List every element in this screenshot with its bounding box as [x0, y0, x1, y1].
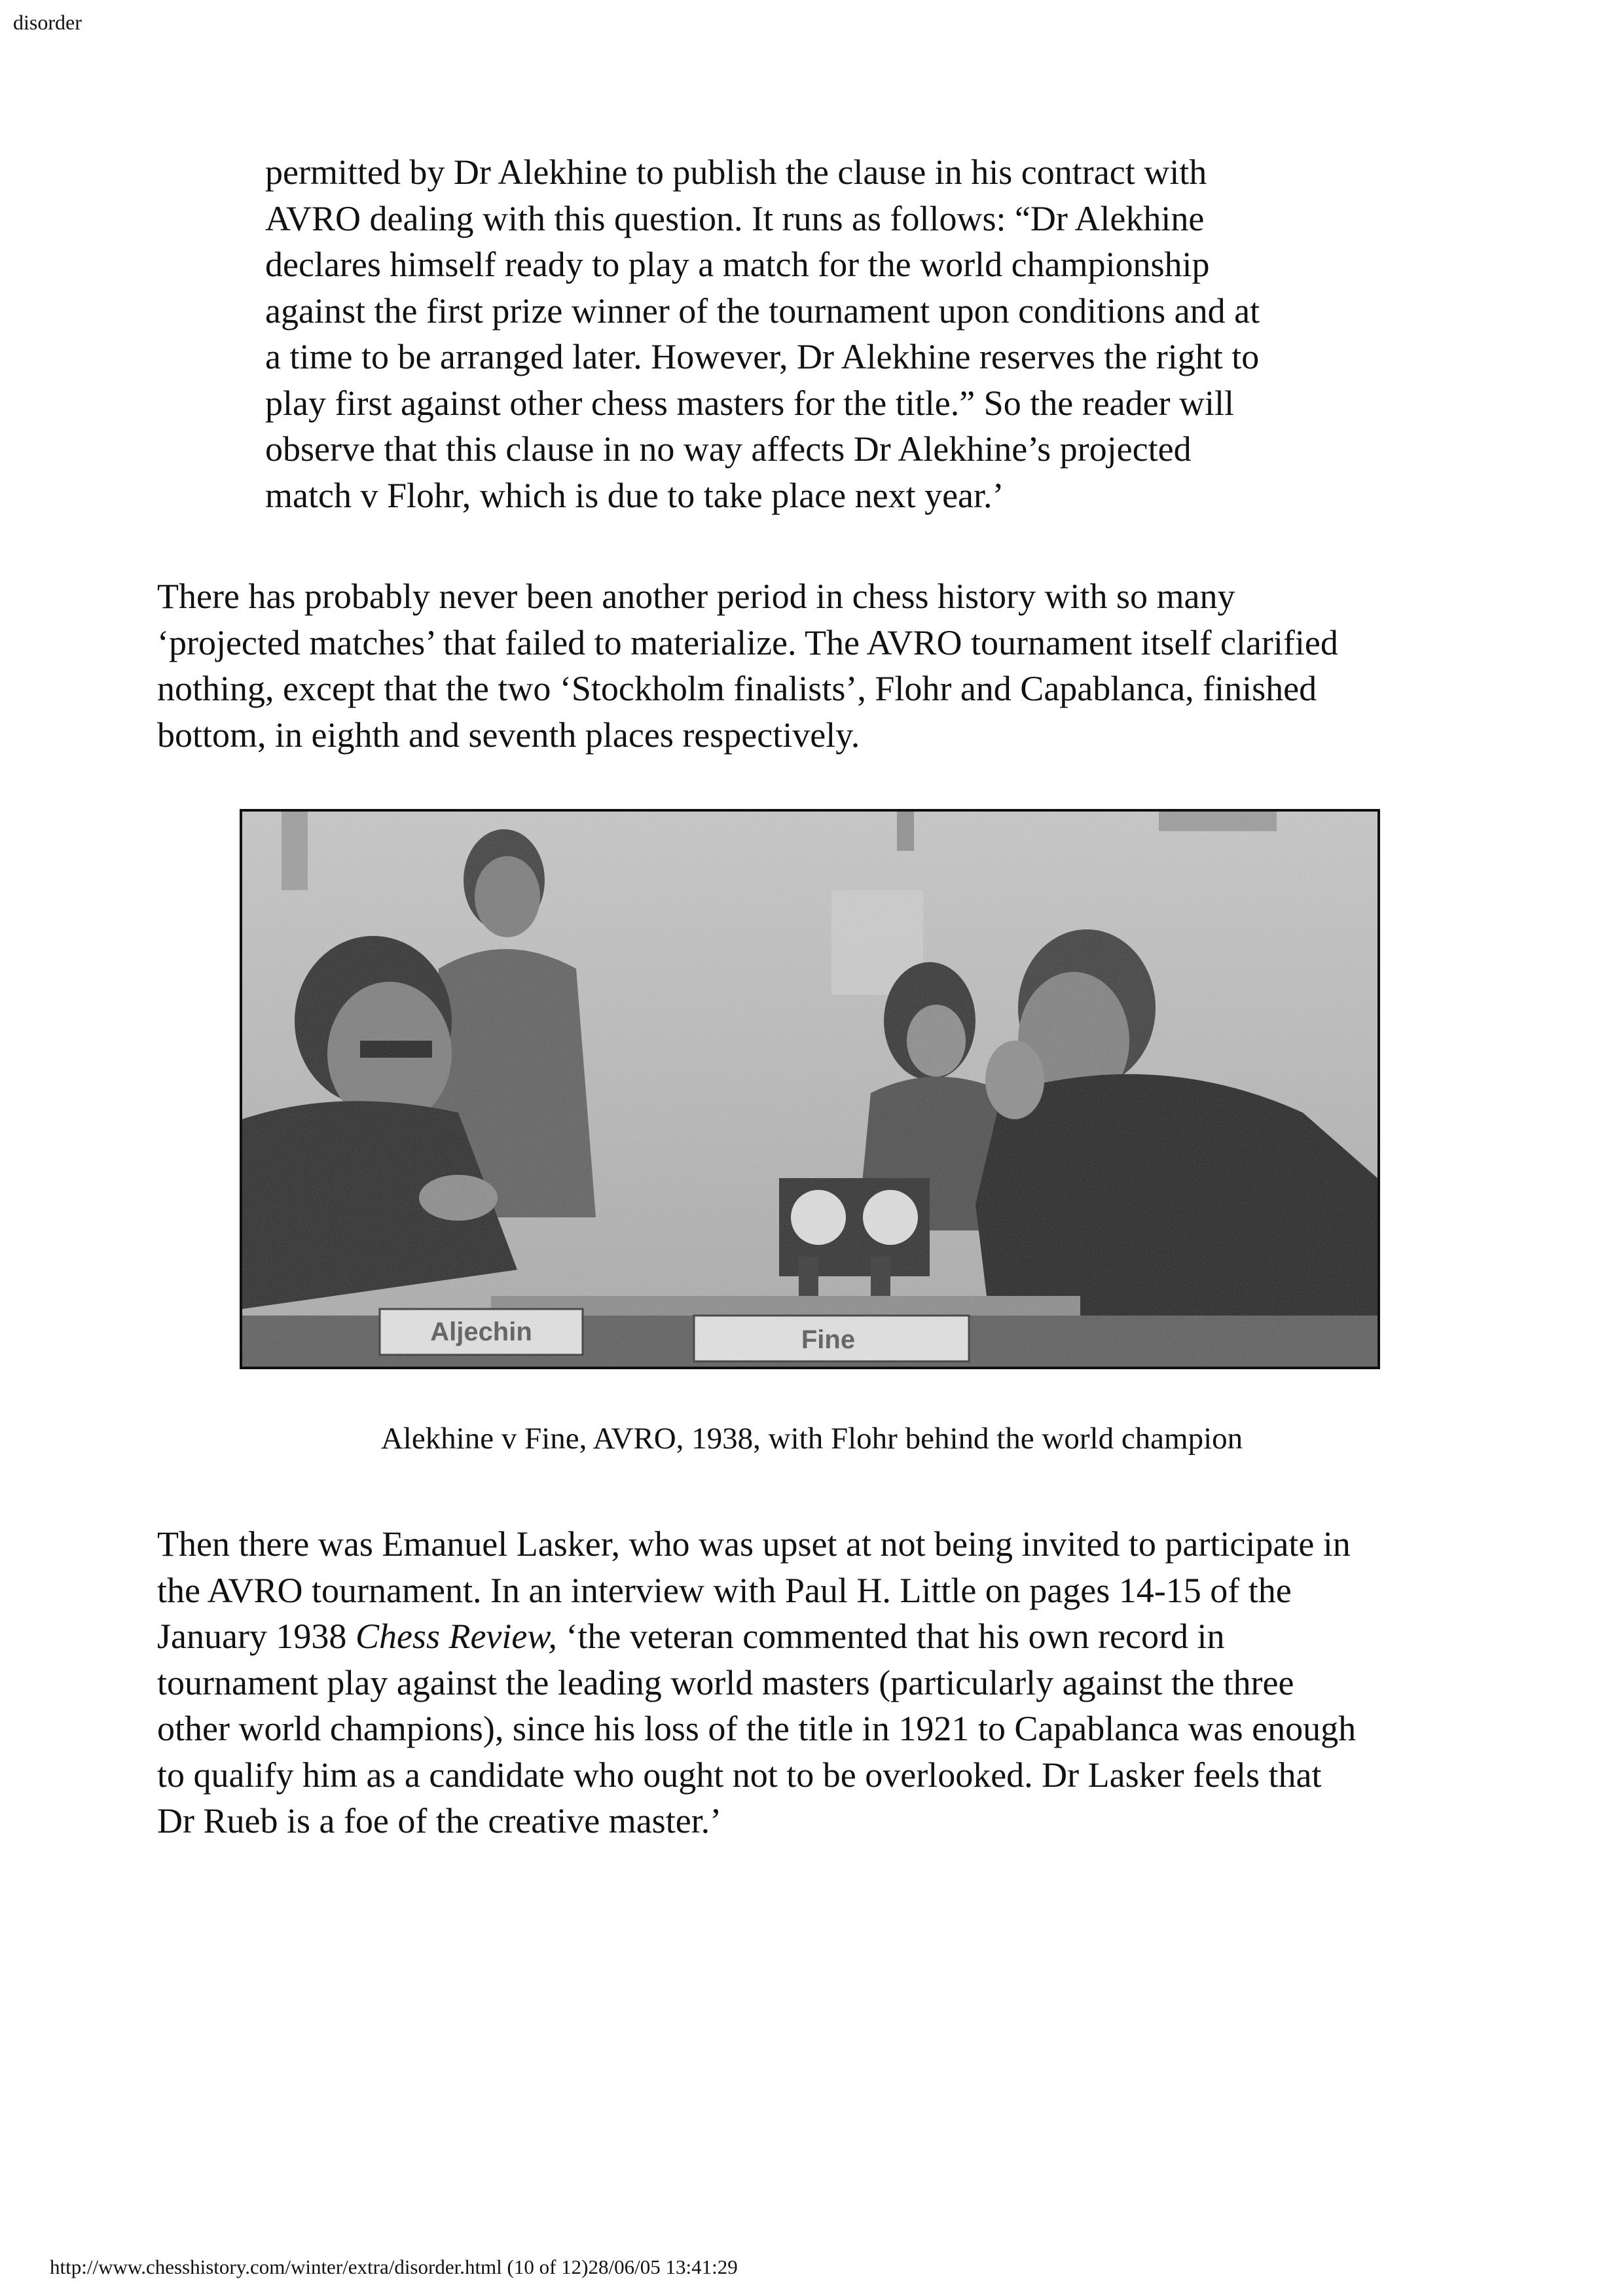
quote-line: declares himself ready to play a match for the world championship [265, 245, 1210, 284]
paragraph-line: Then there was Emanuel Lasker, who was upset at not being invited to participate in [157, 1524, 1351, 1564]
paragraph-line: the AVRO tournament. In an interview with Paul H. Little on pages 14-15 of the [157, 1570, 1292, 1610]
chess-game-photo [240, 809, 1380, 1369]
paragraph-line: other world champions), since his loss of the title in 1921 to Capablanca was enough [157, 1709, 1357, 1748]
paragraph-line [157, 1613, 1480, 1660]
paragraph-line: to qualify him as a candidate who ought not to be overlooked. Dr Lasker feels that [157, 1755, 1322, 1795]
quote-line: AVRO dealing with this question. It runs as follows: “Dr Alekhine [265, 198, 1205, 238]
paragraph-line-segment: ‘the veteran commented that his own record in [556, 1617, 1225, 1656]
quote-line: permitted by Dr Alekhine to publish the clause in his contract with [265, 152, 1207, 192]
photo-caption: Alekhine v Fine, AVRO, 1938, with Flohr behind the world champion [380, 1422, 1243, 1456]
quote-line: match v Flohr, which is due to take place next year.’ [265, 475, 1004, 515]
page-header-title: disorder [13, 10, 82, 34]
paragraph-line: There has probably never been another period in chess history with so many [157, 577, 1235, 616]
quote-line: a time to be arranged later. However, Dr Alekhine reserves the right to [265, 337, 1260, 376]
quote-line: against the first prize winner of the tournament upon conditions and at [265, 291, 1260, 331]
quote-line: observe that this clause in no way affects Dr Alekhine’s projected [265, 429, 1192, 469]
paragraph-lasker [157, 1521, 1480, 1844]
chess-review-title: Chess Review, [355, 1617, 557, 1656]
block-quote [265, 149, 1417, 518]
paragraph-projected-matches [157, 573, 1480, 758]
footer-url: http://www.chesshistory.com/winter/extra/disorder.html (10 of 12)28/06/05 13:41:29 [50, 2255, 738, 2278]
paragraph-line: ‘projected matches’ that failed to materialize. The AVRO tournament itself clarified [157, 622, 1338, 662]
quote-line: play first against other chess masters for the title.” So the reader will [265, 383, 1235, 423]
paragraph-line-segment: January 1938 [157, 1617, 356, 1656]
paragraph-line: nothing, except that the two ‘Stockholm finalists’, Flohr and Capablanca, finished [157, 669, 1317, 708]
paragraph-line: Dr Rueb is a foe of the creative master.’ [157, 1801, 722, 1840]
paragraph-line: bottom, in eighth and seventh places respectively. [157, 715, 860, 755]
paragraph-line: tournament play against the leading world masters (particularly against the three [157, 1662, 1294, 1702]
